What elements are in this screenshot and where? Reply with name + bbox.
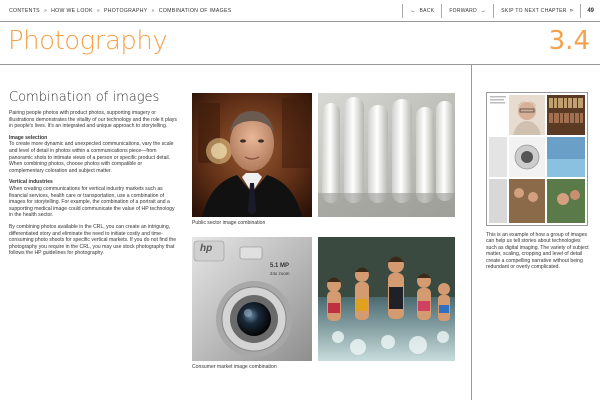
camera-image bbox=[192, 237, 312, 361]
top-nav-bar bbox=[0, 0, 600, 22]
hp-logo: hp bbox=[200, 243, 213, 254]
breadcrumb-separator: » bbox=[96, 8, 100, 14]
body-text bbox=[9, 110, 177, 262]
judge-portrait-image bbox=[192, 93, 312, 217]
skip-label: SKIP TO NEXT CHAPTER bbox=[501, 8, 567, 14]
page-number: 49 bbox=[580, 4, 600, 18]
image-selection-body: To create more dynamic and unexpected communications, vary the scale and level of detail in photos within a communications piece—from panoramic shots to intimate views of a person or specific product detail. When combining photos, choose photos with compatible or complementary coloration and subject matter. bbox=[9, 141, 174, 174]
section-heading: Combination of images bbox=[9, 90, 160, 105]
vertical-industries-body: When creating communications for vertical industry markets such as financial services, health care or transportation, use a combination of images for storytelling. For example, the combination of a portrait and a supporting medical image could communicate the value of HP technology in the health sector. bbox=[9, 185, 175, 219]
breadcrumb bbox=[9, 8, 231, 14]
breadcrumb-separator: » bbox=[43, 8, 48, 14]
breadcrumb-combination: COMBINATION OF IMAGES bbox=[158, 8, 232, 14]
skip-chapter-button[interactable] bbox=[493, 4, 580, 18]
forward-label: FORWARD bbox=[449, 8, 477, 14]
page-title: Photography bbox=[8, 26, 168, 56]
column-divider bbox=[471, 64, 472, 400]
breadcrumb-how-we-look[interactable]: HOW WE LOOK bbox=[51, 8, 93, 14]
arrow-right-icon: → bbox=[479, 8, 487, 14]
back-label: BACK bbox=[419, 8, 435, 14]
breadcrumb-separator: » bbox=[151, 8, 155, 14]
image-selection-title: Image selection bbox=[9, 134, 48, 141]
public-sector-caption: Public sector image combination bbox=[192, 220, 266, 226]
double-arrow-right-icon: » bbox=[569, 8, 574, 14]
camera-megapixel-label: 5.1 MP bbox=[270, 263, 290, 269]
breadcrumb-contents[interactable]: CONTENTS bbox=[9, 8, 40, 14]
back-button[interactable] bbox=[402, 4, 441, 18]
header-divider bbox=[0, 64, 600, 65]
white-objects-image bbox=[318, 93, 455, 217]
side-note-text: This is an example of how a group of images can help us tell stories about technologies such as digital imaging. The variety of subject matter, scaling, cropping and level of detail create a compelling narrative without being redundant or overly complicated. bbox=[486, 232, 589, 271]
camera-zoom-label: 24x zoom bbox=[270, 271, 290, 276]
vertical-industries-title: Vertical industries bbox=[9, 179, 53, 186]
section-number: 3.4 bbox=[548, 26, 590, 56]
crl-paragraph: By combining photos available in the CRL, you can create an intriguing, differentiated story and eliminate the need to initiate costly and time-consuming photo shoots for specific vertical markets. If you do not find the photography you require in the CRL, you may use stock photography that follows the HP guidelines for photography. bbox=[9, 223, 177, 257]
children-pool-image bbox=[318, 237, 455, 361]
arrow-left-icon: ← bbox=[410, 8, 417, 14]
nav-buttons bbox=[402, 4, 600, 18]
forward-button[interactable] bbox=[441, 4, 493, 18]
breadcrumb-photography[interactable]: PHOTOGRAPHY bbox=[103, 8, 148, 14]
example-collage-thumbnail bbox=[486, 92, 588, 226]
consumer-market-caption: Consumer market image combination bbox=[192, 364, 277, 370]
intro-paragraph: Pairing people photos with product photos, supporting imagery or illustrations demonstrates the vitality of our technology and the role it plays in people's lives. It's an integrated and unique approach to storytelling. bbox=[9, 110, 177, 130]
